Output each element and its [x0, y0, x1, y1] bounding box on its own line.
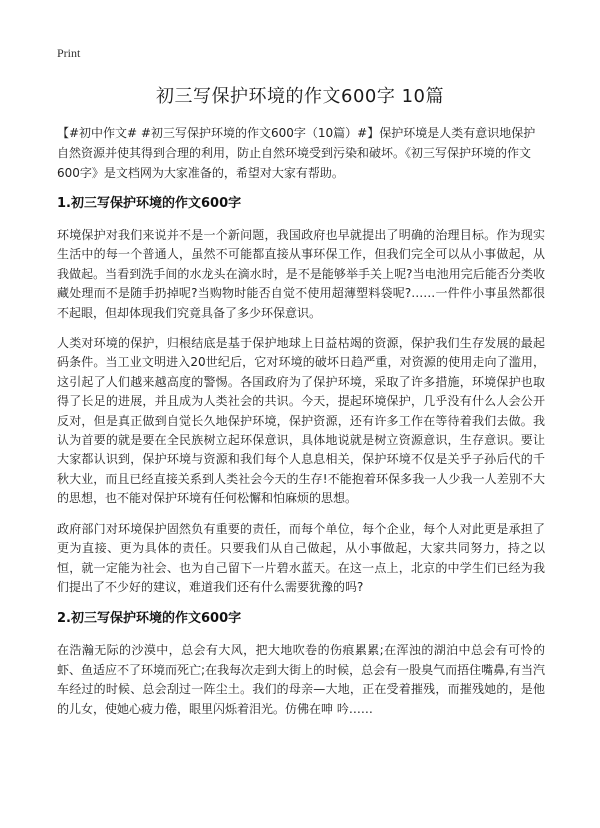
section-2-paragraph-1: 在浩瀚无际的沙漠中，总会有大风，把大地吹卷的伤痕累累;在浑浊的湖泊中总会有可怜的虾、鱼适应不了环境而死亡;在我每次走到大街上的时候，总会有一股臭气而捂住嘴鼻,有当汽车经过的时候、总会刮过一阵尘土。我们的母亲—大地，正在受着摧残，而摧残她的，是他的儿女，使她心疲力倦，眼里闪烁着泪光。仿佛在呻 吟……: [57, 643, 545, 716]
section-1-paragraph-1: 环境保护对我们来说并不是一个新问题，我国政府也早就提出了明确的治理目标。作为现实生活中的每一个普通人，虽然不可能都直接从事环保工作，但我们完全可以从小事做起，从我做起。当看到洗手间的水龙头在滴水时，是不是能够举手关上呢?当电池用完后能否分类收藏处理而不是随手扔掉呢?当购物时能否自觉不使用超薄塑料袋呢?……一件件小事虽然都很不起眼，但却体现我们究竟具备了多少环保意识。: [57, 228, 545, 320]
intro-paragraph: [57, 123, 545, 183]
document-title: 初三写保护环境的作文600字 10篇: [156, 86, 444, 107]
document-body: [57, 123, 545, 730]
section-1-paragraph-3: 政府部门对环境保护固然负有重要的责任，而每个单位，每个企业，每个人对此更是承担了更为直接、更为具体的责任。只要我们从自己做起，从小事做起，大家共同努力，持之以恒，就一定能为社会、也为自己留下一片碧水蓝天。在这一点上，北京的中学生们已经为我们提出了不少好的建议，难道我们还有什么需要犹豫的吗?: [57, 521, 545, 594]
print-link[interactable]: Print: [57, 46, 81, 60]
section-2-heading: 2.初三写保护环境的作文600字: [57, 611, 242, 627]
section-1-paragraph-2: 人类对环境的保护，归根结底是基于保护地球上日益枯竭的资源，保护我们生存发展的最起码条件。当工业文明进入20世纪后，它对环境的破坏日趋严重，对资源的使用走向了滥用，这引起了人们越来越高度的警惕。各国政府为了保护环境，采取了许多措施，环境保护也取得了长足的进展，并且成为人类社会的共识。今天，提起环境保护，几乎没有什么人会公开反对，但是真正做到自觉长久地保护环境，保护资源，还有许多工作在等待着我们去做。我认为首要的就是要在全民族树立起环保意识，具体地说就是树立资源意识，生存意识。要让大家都认识到，保护环境与资源和我们每个人息息相关，保护环境不仅是关乎子孙后代的千秋大业，而且已经直接关系到人类社会今天的生存!不能抱着环保多我一人少我一人差别不大的思想，也不能对保护环境有任何松懈和怕麻烦的思想。: [57, 336, 545, 506]
intro-tag: 【#初中作文# #初三写保护环境的作文600字（10篇）#】: [57, 126, 380, 140]
intro-text: 保护环境是人类有意识地保护自然资源并使其得到合理的利用，防止自然环境受到污染和破坏。《初三写保护环境的作文600字》是文档网为大家准备的，希望对大家有帮助。: [57, 126, 536, 180]
section-1-heading: 1.初三写保护环境的作文600字: [57, 196, 242, 211]
